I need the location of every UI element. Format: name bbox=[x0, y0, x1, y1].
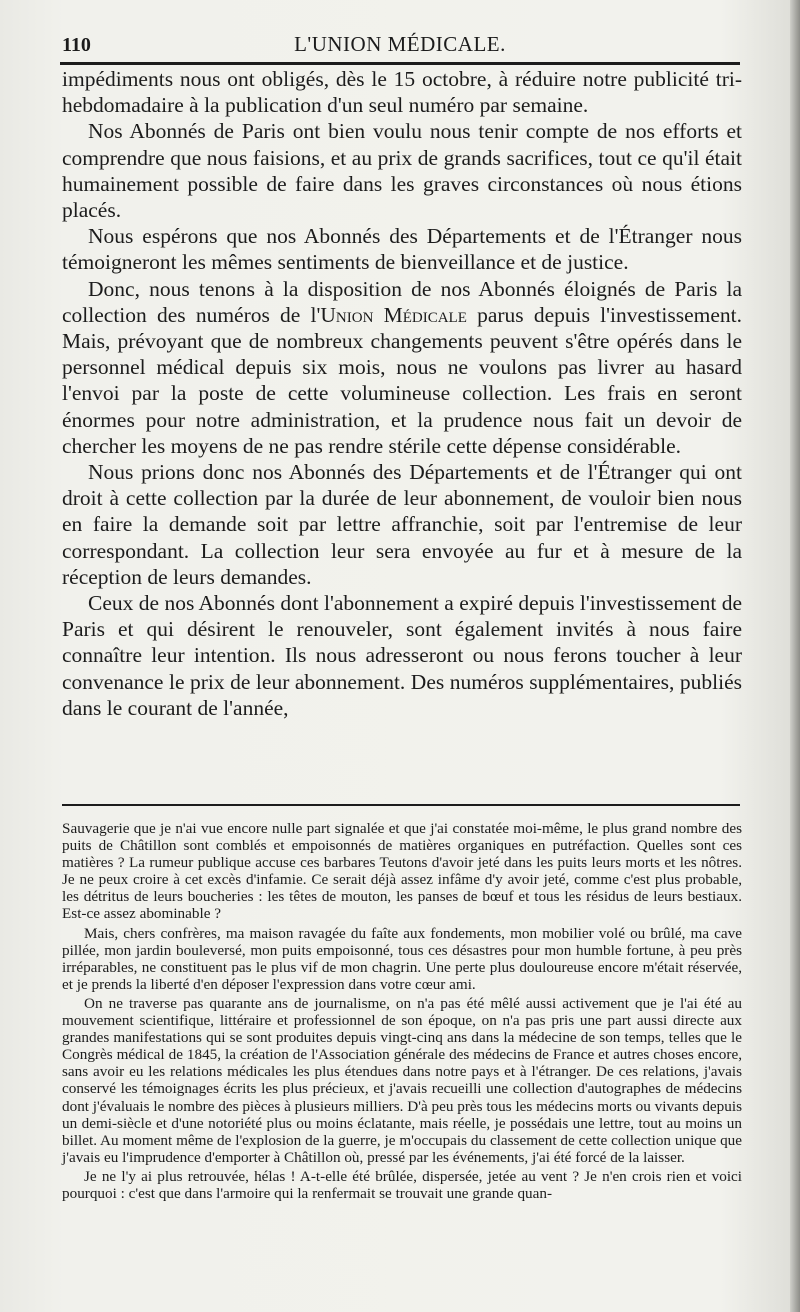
paragraph-6: Ceux de nos Abonnés dont l'abonnement a expiré depuis l'investissement de Paris et qui désirent le renouveler, sont également invités à nous faire connaître leur intention. Ils nous adresseront ou nous ferons toucher à leur convenance le prix de leur abonnement. Des numéros supplémentaires, publiés dans le courant de l'année, bbox=[62, 591, 742, 720]
note-paragraph-1: Sauvagerie que je n'ai vue encore nulle part signalée et que j'ai constatée moi-même, le plus grand nombre des puits de Châtillon sont comblés et empoisonnés de matières organiques en putréfaction. Quelles sont ces matières ? La rumeur publique accuse ces barbares Teutons d'avoir jeté dans les puits leurs morts et les nôtres. Je ne peux croire à cet excès d'infamie. Ce serait déjà assez infâme d'y avoir jeté, comme c'est plus probable, les détritus de leurs boucheries : les têtes de mouton, les panses de bœuf et tous les résidus de leurs bestiaux. Est-ce assez abominable ? bbox=[62, 820, 742, 923]
paragraph-3: Nous espérons que nos Abonnés des Départements et de l'Étranger nous témoigneront les mêmes sentiments de bienveillance et de justice. bbox=[62, 224, 742, 275]
note-paragraph-3: On ne traverse pas quarante ans de journalisme, on n'a pas été mêlé aussi activement que je l'ai été au mouvement scientifique, littéraire et professionnel de son époque, on n'a pas pris une part aussi directe aux grandes manifestations qui se sont produites depuis vingt-cinq ans dans la médecine de son temps, telles que le Congrès médical de 1845, la création de l'Association générale des médecins de France et autres choses encore, sans avoir eu les relations médicales les plus étendues dans notre pays et à l'étranger. De ces relations, j'avais conservé les témoignages écrits les plus précieux, et j'avais recueilli une collection d'autographes de médecins dont j'évaluais le nombre des pièces à plusieurs milliers. D'à peu près tous les médecins morts ou vivants depuis un demi-siècle et d'une notoriété plus ou moins éclatante, mais réelle, je possédais une lettre, tout au moins un billet. Au moment même de l'explosion de la guerre, je m'occupais du classement de cette collection unique que j'avais eu l'imprudence d'emporter à Châtillon où, pressé par les événements, j'ai été forcé de la laisser. bbox=[62, 994, 742, 1166]
paragraph-4-start: Donc, nous tenons à la disposition de nos Abonnés éloignés de Paris la collection des numéros de l' bbox=[62, 276, 742, 327]
footnote-rule bbox=[62, 804, 740, 806]
page-edge bbox=[790, 0, 800, 1312]
paragraph-2: Nos Abonnés de Paris ont bien voulu nous tenir compte de nos efforts et comprendre que nous faisions, et au prix de grands sacrifices, tout ce qu'il était humainement possible de faire dans les graves circonstances où nous étions placés. bbox=[62, 119, 742, 223]
main-text bbox=[62, 66, 742, 721]
page-number: 110 bbox=[62, 34, 91, 56]
header-rule bbox=[60, 62, 740, 65]
note-paragraph-2: Mais, chers confrères, ma maison ravagée du faîte aux fondements, mon mobilier volé ou brûlé, ma cave pillée, mon jardin bouleversé, mon puits empoisonné, tous ces désastres pour mon humble fortune, à peu près irréparables, ne constituent pas le plus vif de mon chagrin. Une perte plus douloureuse encore m'était réservée, et je prends la liberté d'en déposer l'expression dans votre cœur ami. bbox=[62, 924, 742, 993]
journal-title: L'UNION MÉDICALE. bbox=[294, 32, 506, 56]
paragraph-4-end: parus depuis l'investissement. Mais, prévoyant que de nombreux changements peuvent s'être opérés dans le personnel médical depuis six mois, nous ne voulons pas livrer au hasard l'envoi par la poste de cette volumineuse collection. Les frais en seront énormes pour notre administration, et la prudence nous fait un devoir de chercher les moyens de ne pas rendre stérile cette dépense considérable. bbox=[62, 302, 742, 458]
running-header bbox=[60, 30, 740, 60]
paragraph-1: impédiments nous ont obligés, dès le 15 octobre, à réduire notre publicité tri-hebdomadaire à la publication d'un seul numéro par semaine. bbox=[62, 67, 742, 118]
footnote-text bbox=[62, 820, 742, 1202]
note-paragraph-4: Je ne l'y ai plus retrouvée, hélas ! A-t-elle été brûlée, dispersée, jetée au vent ? Je n'en crois rien et voici pourquoi : c'est que dans l'armoire qui la renfermait se trouvait une grande quan- bbox=[62, 1167, 742, 1202]
paragraph-5: Nous prions donc nos Abonnés des Départements et de l'Étranger qui ont droit à cette collection par la durée de leur abonnement, de vouloir bien nous en faire la demande soit par lettre affranchie, soit par l'entremise de leur correspondant. La collection leur sera envoyée au fur et à mesure de la réception de leurs demandes. bbox=[62, 460, 742, 589]
paragraph-4 bbox=[62, 276, 742, 459]
journal-name: Union Médicale bbox=[320, 302, 467, 327]
